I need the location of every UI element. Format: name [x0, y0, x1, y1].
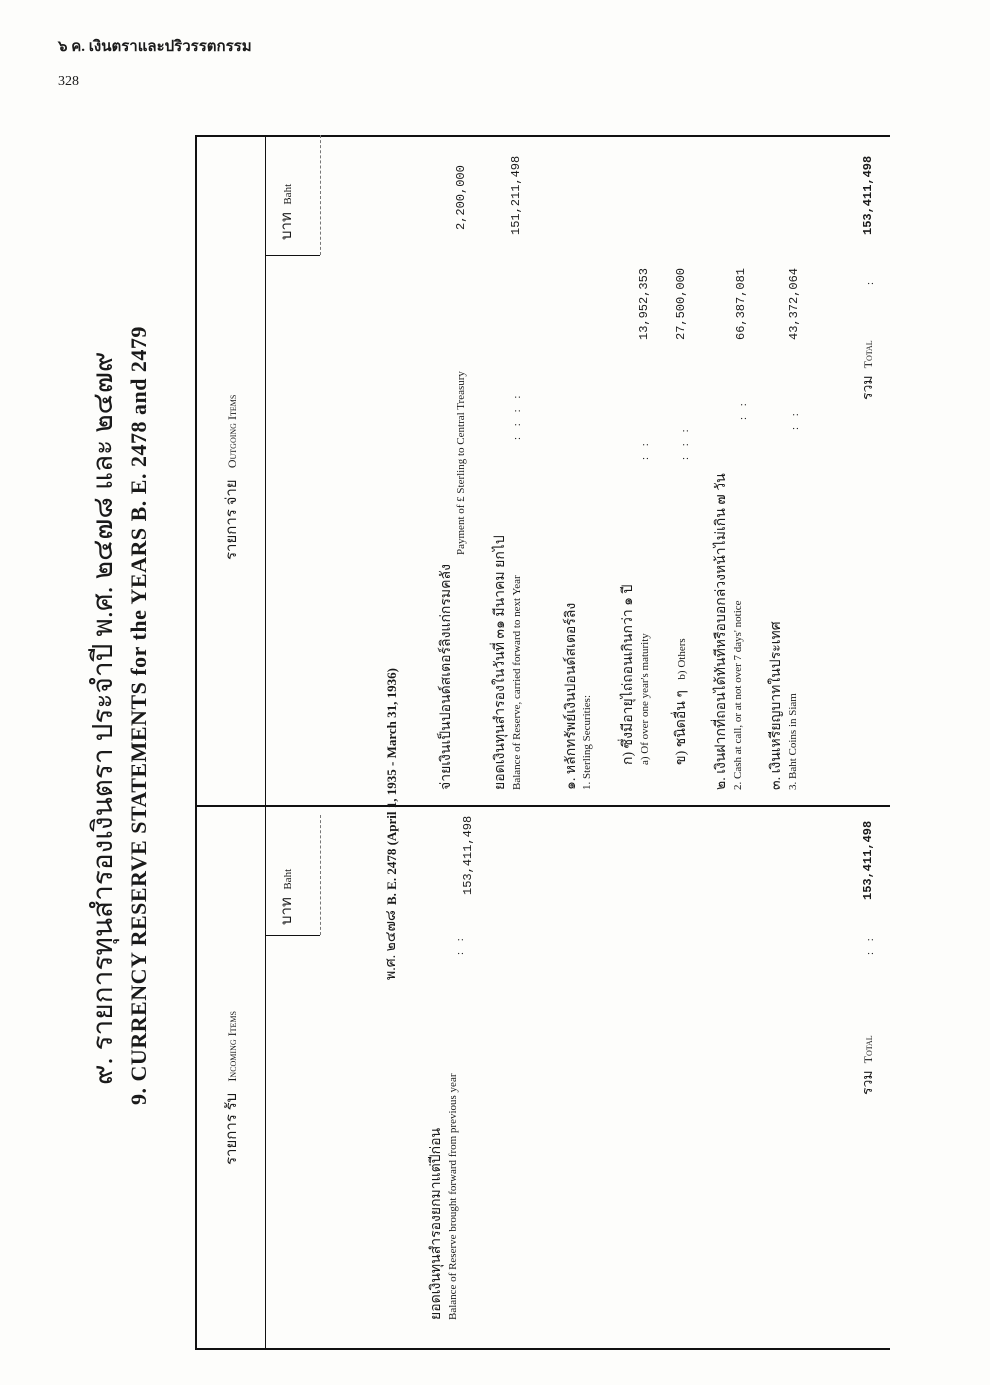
securities-en: 1. Sterling Securities:	[581, 694, 593, 790]
page-number: 328	[58, 74, 79, 89]
payment-thai: จ่ายเงินเป็นปอนด์สเตอร์ลิงแก่กรมคลัง	[439, 564, 454, 790]
incoming-heading-thai: รายการ รับ	[224, 1092, 240, 1165]
securities-b-leader: : : :	[679, 425, 691, 460]
title-english: 9. CURRENCY RESERVE STATEMENTS for the YEARS B. E. 2478 and 2479	[126, 326, 151, 1105]
incoming-heading-en: Incoming Items	[225, 1011, 239, 1082]
cash-en: 2. Cash at call, or at not over 7 days' notice	[732, 600, 744, 790]
outgoing-heading-thai: รายการ จ่าย	[224, 479, 240, 560]
incoming-amount-col-dash	[320, 815, 321, 935]
reserve-table	[195, 135, 890, 1350]
table-header-rule	[265, 135, 266, 1350]
incoming-total-leader: : :	[864, 934, 876, 955]
coins-amount: 43,372,064	[787, 267, 801, 340]
coins-en: 3. Baht Coins in Siam	[787, 693, 799, 790]
securities-a-amount: 13,952,353	[637, 267, 651, 340]
payment-amount: 2,200,000	[454, 165, 468, 230]
outgoing-amount-col-rule	[265, 255, 320, 256]
outgoing-currency: บาท Baht	[279, 183, 295, 240]
incoming-item-leader: : :	[454, 934, 466, 955]
incoming-item-amount: 153,411,498	[461, 815, 475, 895]
outgoing-total-amount: 153,411,498	[861, 155, 875, 235]
securities-b-amount: 27,500,000	[674, 267, 688, 340]
balance-leader: : : : :	[511, 391, 523, 440]
coins-thai: ๓. เงินเหรียญบาทในประเทศ	[769, 621, 784, 790]
incoming-currency: บาท Baht	[279, 868, 295, 925]
securities-thai: ๑. หลักทรัพย์เงินปอนด์สเตอร์ลิง	[564, 602, 579, 790]
securities-a-leader: : :	[639, 439, 651, 460]
incoming-heading	[225, 1011, 240, 1165]
incoming-total-label: รวม Total	[861, 1035, 876, 1095]
balance-amount: 151,211,498	[509, 155, 523, 235]
incoming-item-thai: ยอดเงินทุนสำรองยกมาแต่ปีก่อน	[429, 1127, 444, 1320]
outgoing-heading	[225, 395, 240, 560]
cash-leader: : :	[737, 399, 749, 420]
section-divider	[195, 805, 890, 807]
outgoing-total-label: รวม Total	[861, 340, 876, 400]
coins-leader: : :	[789, 409, 801, 430]
table-top-border	[195, 135, 890, 137]
outgoing-amount-col-dash	[320, 135, 321, 255]
securities-a-thai: ก) ซึ่งมีอายุไถ่ถอนเกินกว่า ๑ ปี	[621, 584, 636, 765]
outgoing-heading-en: Outgoing Items	[225, 394, 239, 469]
table-left-border	[195, 135, 197, 1350]
period-english: B. E. 2478 (April 1, 1935 - March 31, 1936)	[384, 668, 399, 905]
section-header: ๖ ค. เงินตราและปริวรรตกรรม	[58, 39, 252, 55]
securities-a-en: a) Of over one year's maturity	[639, 633, 651, 765]
period-thai: พ.ศ. ๒๔๗๘	[384, 910, 399, 980]
cash-amount: 66,387,081	[734, 267, 748, 340]
payment-en: Payment of £ Sterling to Central Treasury	[455, 371, 467, 555]
cash-thai: ๒. เงินฝากที่ถอนได้ทันทีหรือบอกล่วงหน้าไม่เกิน ๗ วัน	[714, 473, 729, 790]
incoming-total-amount: 153,411,498	[861, 820, 875, 900]
table-bottom-border	[195, 1348, 890, 1350]
incoming-amount-col-rule	[265, 935, 320, 936]
balance-thai: ยอดเงินทุนสำรองในวันที่ ๓๑ มีนาคม ยกไป	[493, 535, 508, 790]
securities-b-thai: ข) ชนิดอื่น ๆ b) Others	[674, 638, 689, 765]
balance-en: Balance of Reserve, carried forward to next Year	[511, 575, 523, 790]
outgoing-total-leader: :	[864, 277, 876, 285]
incoming-item-en: Balance of Reserve brought forward from previous year	[447, 1073, 459, 1320]
title-thai: ๙. รายการทุนสำรองเงินตรา ประจำปี พ.ศ. ๒๔๗๘ และ ๒๔๗๙	[88, 351, 119, 1085]
